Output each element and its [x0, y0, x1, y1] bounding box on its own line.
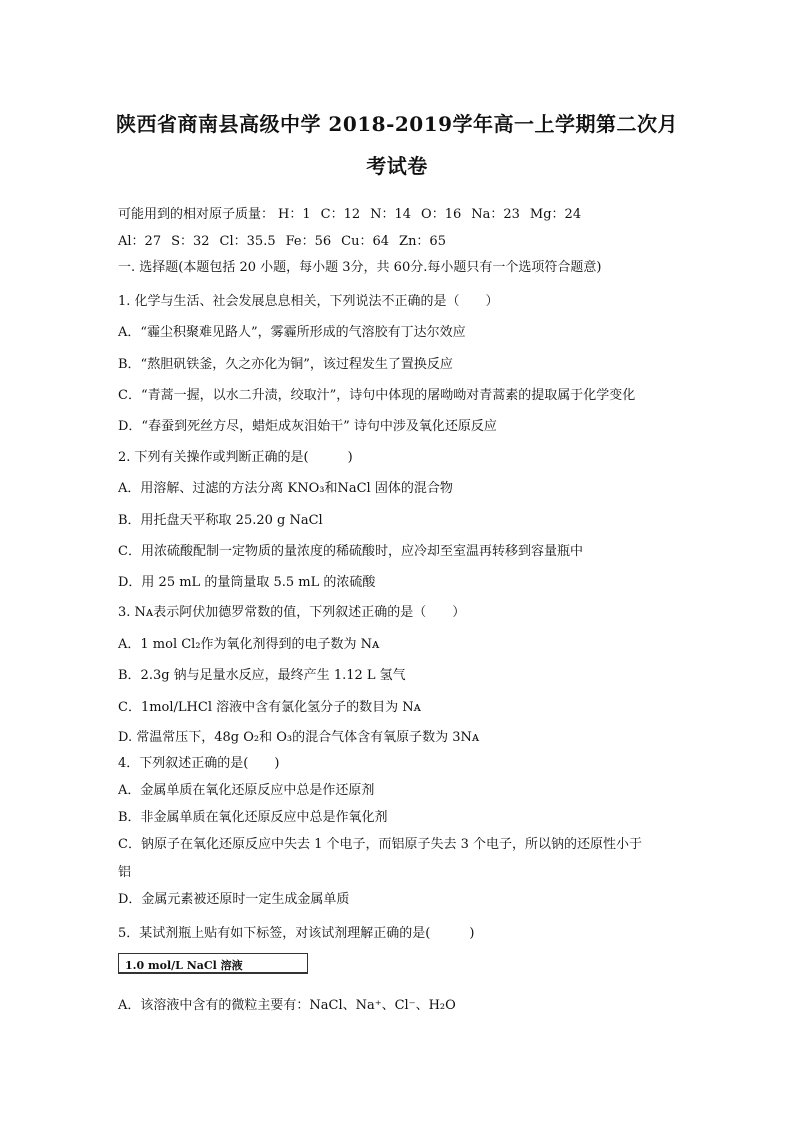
question-2-stem: 2. 下列有关操作或判断正确的是( ) [118, 450, 353, 465]
section-heading: 一. 选择题(本题包括 20 小题，每小题 3分，共 60分.每小题只有一个选项符合题意) [118, 260, 602, 275]
atomic-mass-item: Mg：24 [529, 207, 582, 222]
atomic-mass-row-2 [118, 230, 456, 249]
question-2-option-a: A．用溶解、过滤的方法分离 KNO₃和NaCl 固体的混合物 [118, 481, 453, 496]
question-2-option-d: D．用 25 mL 的量筒量取 5.5 mL 的浓硫酸 [118, 575, 376, 590]
question-2-option-b: B．用托盘天平称取 25.20 g NaCl [118, 513, 323, 528]
atomic-mass-item: Fe：56 [285, 234, 332, 249]
question-4-option-b: B．非金属单质在氧化还原反应中总是作氧化剂 [118, 810, 388, 825]
atomic-mass-item: Cu：64 [341, 234, 390, 249]
question-1-option-a: A．“霾尘积聚难见路人”，雾霾所形成的气溶胶有丁达尔效应 [118, 325, 466, 340]
question-4-option-a: A．金属单质在氧化还原反应中总是作还原剂 [118, 783, 375, 798]
atomic-mass-item: N：14 [370, 207, 412, 222]
question-1-option-d: D．“春蚕到死丝方尽，蜡炬成灰泪始干” 诗句中涉及氧化还原反应 [118, 419, 497, 434]
question-3-option-d: D. 常温常压下，48g O₂和 O₃的混合气体含有氧原子数为 3Nᴀ [118, 730, 480, 745]
question-4-option-c: C．钠原子在氧化还原反应中失去 1 个电子，而铝原子失去 3 个电子，所以钠的还原性小于 [118, 837, 643, 852]
question-4-stem: 4．下列叙述正确的是( ) [118, 756, 280, 771]
atomic-mass-item: C：12 [320, 207, 361, 222]
atomic-mass-item: Na：23 [471, 207, 520, 222]
atomic-mass-item: Cl：35.5 [219, 234, 276, 249]
atomic-mass-item: S：32 [171, 234, 210, 249]
atomic-mass-intro: 可能用到的相对原子质量： [118, 207, 275, 222]
atomic-mass-item: O：16 [421, 207, 462, 222]
question-3-stem: 3. Nᴀ表示阿伏加德罗常数的值，下列叙述正确的是（ ） [118, 605, 466, 620]
question-3-option-a: A．1 mol Cl₂作为氧化剂得到的电子数为 Nᴀ [118, 637, 380, 652]
atomic-mass-item: Al：27 [118, 234, 162, 249]
reagent-label: 1.0 mol/L NaCl 溶液 [118, 953, 308, 974]
page-title-line2: 考试卷 [366, 154, 428, 178]
question-4-option-d: D．金属元素被还原时一定生成金属单质 [118, 892, 350, 907]
question-5-stem: 5．某试剂瓶上贴有如下标签，对该试剂理解正确的是( ) [118, 926, 475, 941]
question-4-option-c-cont: 铝 [118, 865, 132, 880]
question-1-stem: 1. 化学与生活、社会发展息息相关，下列说法不正确的是（ ） [118, 294, 499, 309]
question-3-option-c: C．1mol/LHCl 溶液中含有氯化氢分子的数目为 Nᴀ [118, 700, 421, 715]
question-2-option-c: C．用浓硫酸配制一定物质的量浓度的稀硫酸时，应冷却至室温再转移到容量瓶中 [118, 544, 583, 559]
page-title-line1: 陕西省商南县高级中学 2018-2019学年高一上学期第二次月 [115, 112, 679, 136]
atomic-mass-item: H：1 [278, 207, 311, 222]
atomic-mass-item: Zn：65 [399, 234, 446, 249]
question-5-option-a: A．该溶液中含有的微粒主要有：NaCl、Na⁺、Cl⁻、H₂O [118, 998, 456, 1013]
question-1-option-b: B．“熬胆矾铁釜，久之亦化为铜”，该过程发生了置换反应 [118, 357, 453, 372]
question-3-option-b: B．2.3g 钠与足量水反应，最终产生 1.12 L 氢气 [118, 668, 406, 683]
atomic-mass-row-1 [118, 203, 591, 222]
question-1-option-c: C．“青蒿一握，以水二升渍，绞取汁”，诗句中体现的屠呦呦对青蒿素的提取属于化学变化 [118, 388, 636, 403]
